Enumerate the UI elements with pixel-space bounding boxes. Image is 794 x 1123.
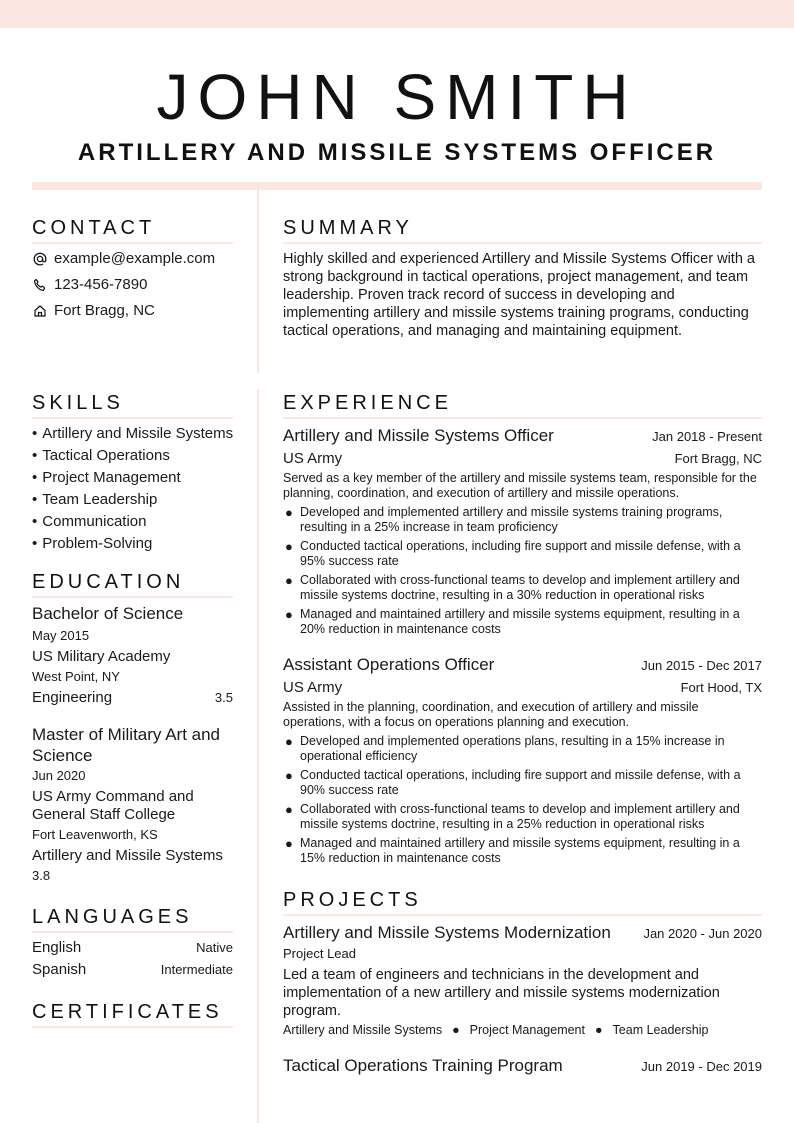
phone-icon [32, 277, 48, 293]
skill-item: • Artillery and Missile Systems [32, 423, 237, 445]
job-1-dates: Jan 2018 - Present [652, 429, 762, 444]
school-1: US Military Academy [32, 648, 171, 665]
skill-item: • Communication [32, 511, 237, 533]
project-tag: Team Leadership [612, 1023, 709, 1037]
home-icon [32, 303, 48, 319]
education-heading: EDUCATION [32, 570, 233, 598]
tag-separator: ● [452, 1023, 460, 1037]
contact-location [32, 302, 155, 320]
job-bullet: ● Managed and maintained artillery and missile systems equipment, resulting in a 15% reduction in maintenance costs [285, 836, 740, 865]
job-2-company: US Army [283, 679, 343, 696]
project-1-tags [283, 1023, 708, 1038]
project-1-header [283, 923, 762, 943]
degree-2: Master of Military Art and Science [32, 725, 221, 765]
skills-heading: SKILLS [32, 391, 233, 419]
tag-separator: ● [594, 1023, 603, 1037]
summary-heading: SUMMARY [283, 216, 762, 244]
field-2: Artillery and Missile Systems [32, 847, 223, 864]
school-2-location: Fort Leavenworth, KS [32, 827, 158, 842]
project-2-dates: Jun 2019 - Dec 2019 [641, 1059, 762, 1074]
job-bullet: ● Managed and maintained artillery and missile systems equipment, resulting in a 20% reduction in maintenance costs [285, 607, 740, 636]
skill-item: • Tactical Operations [32, 445, 237, 467]
languages-heading: LANGUAGES [32, 905, 233, 933]
job-1-company: US Army [283, 450, 343, 467]
email-text: example@example.com [54, 250, 216, 267]
job-bullet: ● Conducted tactical operations, including fire support and missile defense, with a 95% success rate [285, 539, 741, 568]
job-2-role: Assistant Operations Officer [283, 655, 495, 674]
job-2-location: Fort Hood, TX [680, 680, 762, 695]
project-1-role: Project Lead [283, 946, 356, 961]
at-icon [32, 251, 48, 267]
job-2-sub [283, 679, 762, 697]
job-bullet: ● Conducted tactical operations, including fire support and missile defense, with a 90% success rate [285, 768, 741, 797]
contact-heading: CONTACT [32, 216, 233, 244]
candidate-name: JOHN SMITH [156, 61, 638, 133]
project-tag: Artillery and Missile Systems [283, 1023, 443, 1037]
skill-item: • Problem-Solving [32, 533, 237, 555]
field-1: Engineering [32, 689, 113, 706]
project-1-name: Artillery and Missile Systems Modernization [283, 923, 611, 942]
language-name: Spanish [32, 961, 87, 978]
phone-text: 123-456-7890 [54, 276, 148, 293]
project-2-header [283, 1056, 762, 1076]
column-divider-bottom [257, 389, 259, 1123]
job-bullet: ● Developed and implemented artillery and missile systems training programs, resulting in a 25% increase in team proficiency [285, 505, 723, 534]
project-1-description: Led a team of engineers and technicians in the development and implementation of a new artillery and missile systems modernization program. [283, 967, 720, 1019]
project-tag: Project Management [469, 1023, 585, 1037]
project-1-dates: Jan 2020 - Jun 2020 [643, 926, 762, 941]
degree-2-date: Jun 2020 [32, 768, 86, 783]
experience-heading: EXPERIENCE [283, 391, 762, 419]
language-name: English [32, 939, 82, 956]
job-2-header [283, 655, 762, 675]
job-1-location: Fort Bragg, NC [674, 451, 762, 466]
column-divider-top [257, 190, 259, 373]
projects-heading: PROJECTS [283, 888, 762, 916]
header-divider [32, 182, 762, 190]
certificates-heading: CERTIFICATES [32, 1000, 233, 1028]
degree-1-date: May 2015 [32, 628, 90, 643]
job-1-header [283, 426, 762, 446]
contact-phone[interactable] [32, 276, 147, 294]
project-2-name: Tactical Operations Training Program [283, 1056, 563, 1075]
top-accent-band [0, 0, 794, 28]
job-1-role: Artillery and Missile Systems Officer [283, 426, 554, 445]
location-text: Fort Bragg, NC [54, 302, 155, 319]
job-title: ARTILLERY AND MISSILE SYSTEMS OFFICER [77, 139, 717, 166]
degree-1: Bachelor of Science [32, 604, 184, 623]
job-bullet: ● Collaborated with cross-functional teams to develop and implement artillery and missile systems doctrine, resulting in a 25% reduction in operational risks [285, 802, 740, 831]
job-bullet: ● Collaborated with cross-functional teams to develop and implement artillery and missile systems doctrine, resulting in a 30% reduction in operational risks [285, 573, 740, 602]
school-1-location: West Point, NY [32, 669, 120, 684]
contact-email[interactable] [32, 250, 215, 268]
job-2-dates: Jun 2015 - Dec 2017 [641, 658, 762, 673]
job-2-description: Assisted in the planning, coordination, and execution of artillery and missile operations, with a focus on operations planning and execution. [283, 700, 699, 729]
job-1-sub [283, 450, 762, 468]
summary-text: Highly skilled and experienced Artillery and Missile Systems Officer with a strong background in tactical operations, project management, and team leadership. Proven track record of success in developing and implementing artillery and missile systems training programs, conducting tactical operations, and managing and maintaining equipment. [283, 251, 755, 339]
school-2: US Army Command and General Staff College [32, 788, 194, 823]
skill-item: • Team Leadership [32, 489, 237, 511]
skill-item: • Project Management [32, 467, 237, 489]
job-bullet: ● Developed and implemented operations plans, resulting in a 15% increase in operational efficiency [285, 734, 725, 763]
language-level: Intermediate [160, 962, 233, 977]
gpa-2: 3.8 [32, 868, 51, 883]
skills-list [32, 423, 237, 555]
gpa-1: 3.5 [214, 690, 233, 705]
job-1-description: Served as a key member of the artillery and missile systems team, responsible for the planning, coordination, and execution of artillery and missile operations. [283, 471, 757, 500]
language-level: Native [196, 940, 233, 955]
